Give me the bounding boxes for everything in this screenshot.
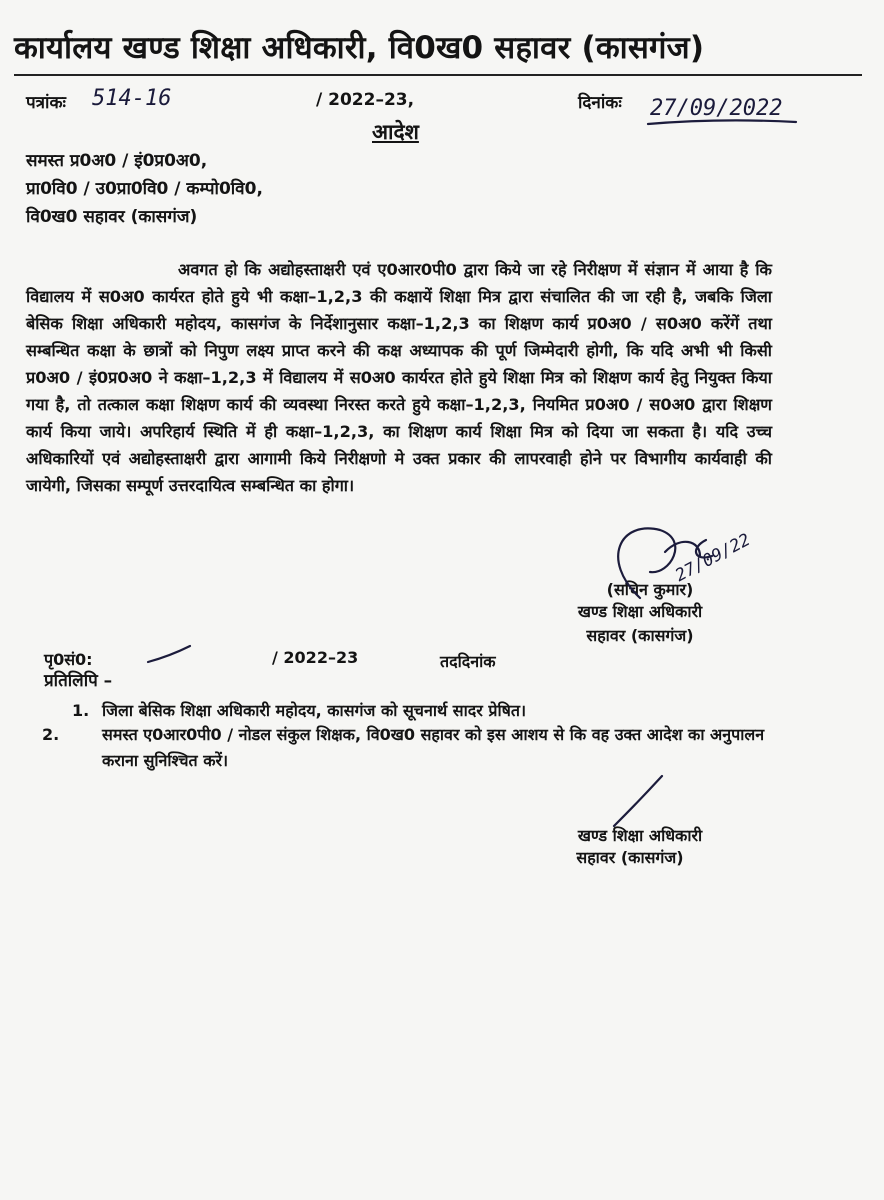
signature-initials-stroke [665,540,712,557]
signature-handwritten-date: 27/09/22 [672,529,754,587]
copy-item-text: जिला बेसिक शिक्षा अधिकारी महोदय, कासगंज को सूचनार्थ सादर प्रेषित। [102,701,527,720]
date-underline-stroke [648,120,796,124]
order-body-text: अवगत हो कि अद्योहस्ताक्षरी एवं ए0आर0पी0 द्वारा किये जा रहे निरीक्षण में संज्ञान में आया है कि विद्यालय में स0अ0 कार्यरत होते हुये भी कक्षा–1,2,3 की कक्षायें शिक्षा मित्र द्वारा संचालित की जा रही है, जबकि जिला बेसिक शिक्षा अधिकारी महोदय, कासगंज के निर्देशानुसार कक्षा–1,2,3 का शिक्षण कार्य प्र0अ0 / स0अ0 करेंगें तथा सम्बन्धित कक्षा के छात्रों को निपुण लक्ष्य प्राप्त करने की कक्ष अध्यापक की पूर्ण जिम्मेदारी होगी, कि यदि अभी भी किसी प्र0अ0 / इं0प्र0अ0 ने कक्षा–1,2,3 में विद्यालय में स0अ0 कार्यरत होते हुये शिक्षा मित्र को शिक्षण कार्य हेतु नियुक्त किया गया है, तो तत्काल कक्षा शिक्षण कार्य की व्यवस्था निरस्त करते हुये कक्षा–1,2,3, नियमित प्र0अ0 / स0अ0 द्वारा शिक्षण कार्य किया जाये। अपरिहार्य स्थिति में ही कक्षा–1,2,3, का शिक्षण कार्य शिक्षा मित्र को दिया जा सकता है। यदि उच्च अधिकारियों एवं अद्योहस्ताक्षरी द्वारा आगामी किये निरीक्षणो मे उक्त प्रकार की लापरवाही होने पर विभागीय कार्यवाही की जायेगी, जिसका सम्पूर्ण उत्तरदायित्व सम्बन्धित का होगा। [26,260,772,495]
addressee-line-1: समस्त प्र0अ0 / इं0प्र0अ0, [26,151,208,171]
second-signature-stroke [614,776,662,826]
date-label: दिनांकः [578,93,622,113]
patrank-label: पत्रांकः [26,93,66,113]
patrank-year: / 2022–23, [316,90,415,110]
second-signatory-designation: खण्ड शिक्षा अधिकारी [577,826,703,845]
handwritten-date: 27/09/2022 [650,96,783,121]
copy-item-number: 2. [42,725,60,744]
endorsement-year: / 2022–23 [272,648,359,667]
copy-to-label: प्रतिलिपि – [44,671,113,691]
endorsement-same-date: तददिनांक [440,652,496,671]
signatory-place: सहावर (कासगंज) [586,626,694,645]
signatory-name: (सचिन कुमार) [606,580,694,599]
second-signatory-place: सहावर (कासगंज) [576,848,684,867]
patrank-handwritten-number: 514-16 [92,86,172,111]
copy-item-text: समस्त ए0आर0पी0 / नोडल संकुल शिक्षक, वि0ख0 सहावर को इस आशय से कि वह उक्त आदेश का अनुपालन कराना सुनिश्चित करें। [102,725,765,770]
addressee-line-2: प्रा0वि0 / उ0प्रा0वि0 / कम्पो0वि0, [26,179,263,199]
addressee-line-3: वि0ख0 सहावर (कासगंज) [26,207,198,227]
endorsement-ref-label: पृ0सं0: [44,650,93,669]
endorsement-ref-stroke [148,646,190,662]
copy-item-number: 1. [72,701,90,720]
order-heading: आदेश [372,120,419,144]
signatory-designation: खण्ड शिक्षा अधिकारी [577,602,703,621]
signature-stroke [618,528,675,598]
office-title: कार्यालय खण्ड शिक्षा अधिकारी, वि0ख0 सहावर (कासगंज) [14,30,705,66]
